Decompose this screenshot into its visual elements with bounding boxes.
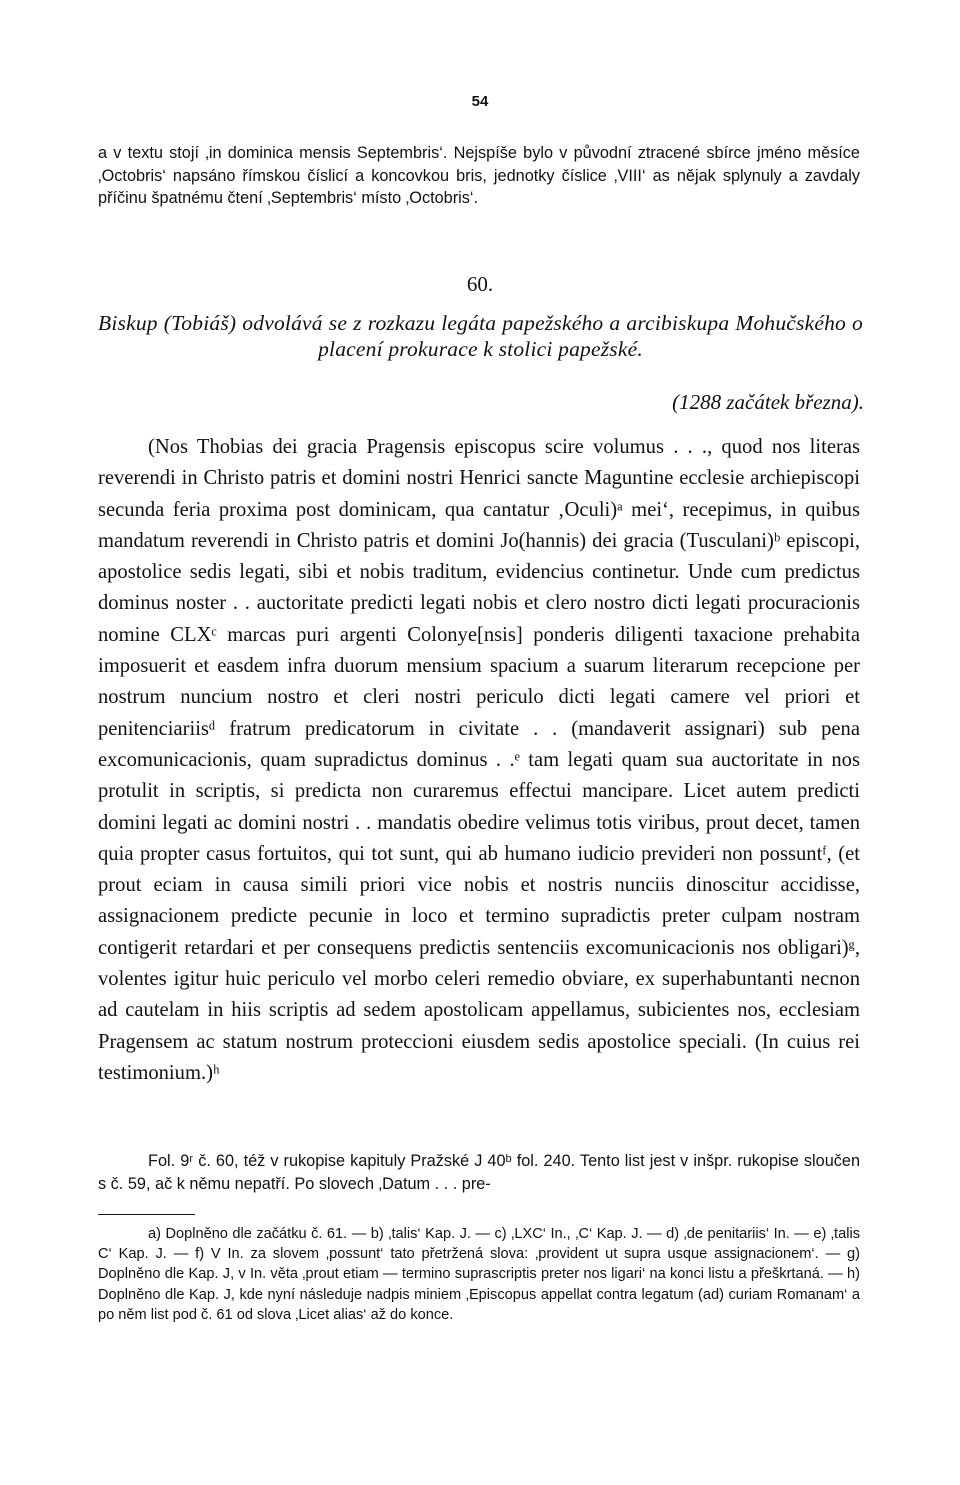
intro-paragraph: a v textu stojí ‚in dominica mensis Septembris‘. Nejspíše bylo v původní ztracené sbírce jméno měsíce ‚Octobris‘ napsáno římskou číslicí a koncovkou bris, jednotky číslice ‚VIII‘ as nějak splynuly a zavdaly příčinu špatnému čtení ‚Septembris‘ místo ‚Octobris‘. xyxy=(98,144,860,207)
source-note: Fol. 9ʳ č. 60, též v rukopise kapituly Pražské J 40ᵇ fol. 240. Tento list jest v inšpr. rukopise sloučen s č. 59, ač k němu nepatří. Po slovech ‚Datum . . . pre- xyxy=(98,1152,860,1193)
document-heading: Biskup (Tobiáš) odvolává se z rozkazu legáta papežského a arcibiskupa Mohučského o placení prokurace k stolici papežské. xyxy=(98,311,863,361)
body-paragraph: (Nos Thobias dei gracia Pragensis episcopus scire volumus . . ., quod nos literas reverendi in Christo patris et domini nostri Henrici sancte Maguntine ecclesie archiepiscopi secunda feria proxima post dominicam, qua cantatur ‚Oculi)ᵃ mei‘, recepimus, in quibus mandatum reverendi in Christo patris et domini Jo(hannis) dei gracia (Tusculani)ᵇ episcopi, apostolice sedis legati, sibi et nobis traditum, evidencius continetur. Unde cum predictus dominus noster . . auctoritate predicti legati nobis et clero nostro dicti legati procuracionis nomine CLXᶜ marcas puri argenti Colonye[nsis] ponderis diligenti taxacione prehabita imposuerit et easdem infra duorum mensium spacium a suarum literarum recepcione per nostrum nuncium nostro et cleri nostri periculo dicti legati camere vel priori et penitenciariisᵈ fratrum predicatorum in civitate . . (mandaverit assignari) sub pena excomunicacionis, quam supradictus dominus . .ᵉ tam legati quam sua auctoritate in nos protulit in scriptis, si predicta non curaremus effectui mancipare. Licet autem predicti domini legati ac domini nostri . . mandatis obedire velimus totis viribus, prout decet, tamen quia propter casus fortuitos, qui tot sunt, qui ab humano iudicio previderi non possuntᶠ, (et prout eciam in causa simili priori vice nobis et nostris nunciis dinoscitur accidisse, assignacionem predicte pecunie in loco et termino supradictis preter culpam nostram contigerit retardari et per consequens predictis sentenciis excomunicacionis nos obligari)ᵍ, volentes igitur huic periculo vel morbo celeri remedio obviare, ex superhabuntanti necnon ad cautelam in hiis scriptis ad sedem apostolicam appellamus, subicientes nos, ecclesiam Pragensem ac statum nostrum proteccioni eiusdem sedis apostolice speciali. (In cuius rei testimonium.)ʰ xyxy=(98,436,860,1084)
footnotes: a) Doplněno dle začátku č. 61. — b) ‚talis‘ Kap. J. — c) ‚LXC‘ In., ‚C‘ Kap. J. — d) ‚de penitariis‘ In. — e) ‚talis C‘ Kap. J. — f) V In. za slovem ‚possunt‘ tato přetržená slova: ‚provident ut supra usque assignacionem‘. — g) Doplněno dle Kap. J, v In. věta ‚prout etiam — termino suprascriptis preter nos ligari‘ na konci listu a přeškrtaná. — h) Doplněno dle Kap. J, kde nyní následuje nadpis miniem ‚Episcopus appellat contra legatum (ad) curiam Romanam‘ a po něm list pod č. 61 od slova ‚Licet alias‘ až do konce. xyxy=(98,1226,860,1323)
page-number: 54 xyxy=(471,93,489,110)
document-body xyxy=(98,432,860,1089)
footnote-divider xyxy=(98,1214,195,1215)
document-date: (1288 začátek března). xyxy=(672,390,864,414)
document-number: 60. xyxy=(466,272,494,296)
